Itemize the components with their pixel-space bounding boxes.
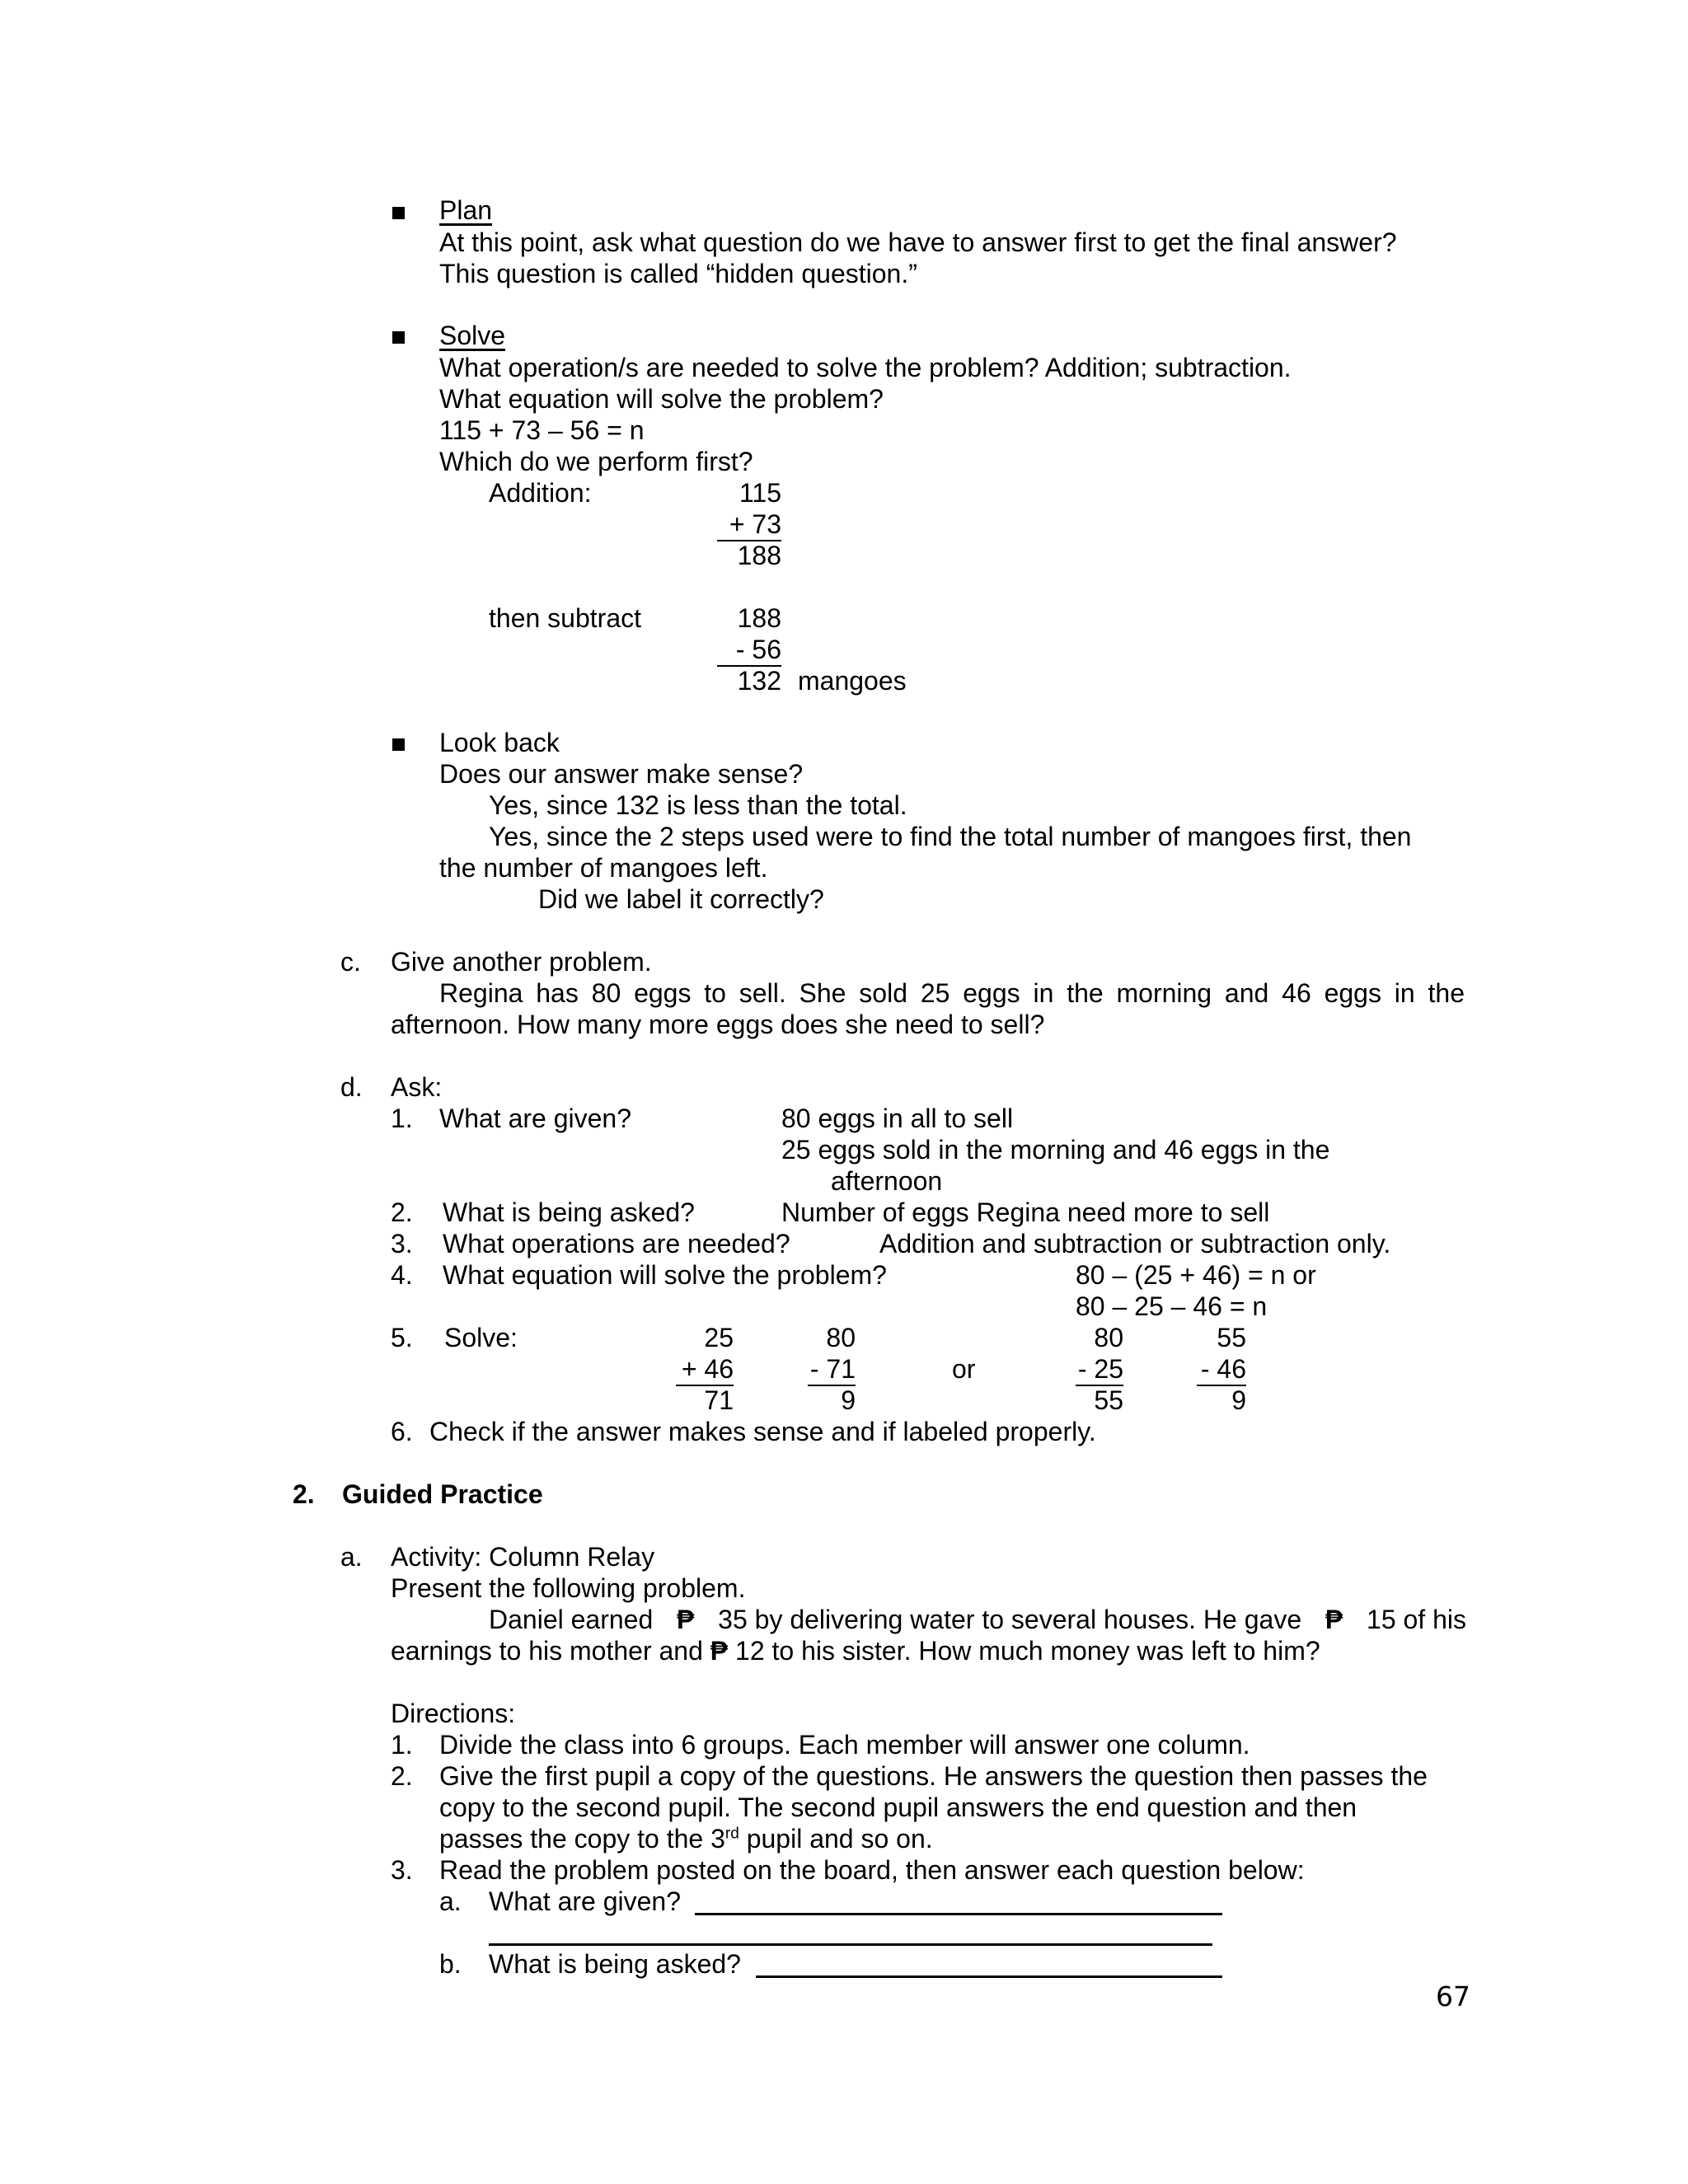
question-4: What equation will solve the problem? (443, 1260, 887, 1290)
calc-3-top: 80 (1094, 1323, 1123, 1352)
direction-2-number: 2. (391, 1761, 413, 1791)
look-back-line-3b: the number of mangoes left. (439, 853, 768, 883)
subtract-top: 188 (737, 603, 781, 633)
question-1: What are given? (439, 1104, 632, 1133)
ordinal-suffix: rd (724, 1825, 739, 1843)
calc-4-top: 55 (1217, 1323, 1246, 1352)
item-d-text: Ask: (391, 1072, 443, 1102)
or-text: or (952, 1354, 976, 1384)
item-c-problem-line-1: Regina has 80 eggs to sell. She sold 25 eggs in the morning and 46 eggs in the (439, 978, 1465, 1008)
problem-text-3: 15 of his (1367, 1605, 1466, 1634)
direction-2-line-3-text: passes the copy to the 3 (439, 1824, 725, 1854)
question-4-number: 4. (391, 1260, 413, 1290)
answer-1-line-3: afternoon (831, 1166, 943, 1196)
solve-line-1: What operation/s are needed to solve the problem? Addition; subtraction. (439, 353, 1292, 382)
section-number: 2. (293, 1479, 315, 1509)
calc-2-result: 9 (841, 1385, 856, 1415)
answer-4-line-1: 80 – (25 + 46) = n or (1076, 1260, 1316, 1290)
peso-icon: ₱ (1325, 1605, 1343, 1634)
peso-icon: ₱ (710, 1636, 729, 1666)
plan-line-1: At this point, ask what question do we have to answer first to get the final answer? (439, 227, 1397, 257)
question-2-number: 2. (391, 1197, 413, 1227)
problem-line-1 (489, 1604, 1466, 1635)
direction-1-number: 1. (391, 1730, 413, 1760)
look-back-line-3a: Yes, since the 2 steps used were to find the total number of mangoes first, then (489, 822, 1412, 851)
answer-1-line-2: 25 eggs sold in the morning and 46 eggs in the (781, 1135, 1330, 1165)
direction-2-line-1: Give the first pupil a copy of the questions. He answers the question then passes the (439, 1761, 1428, 1791)
solve-equation: 115 + 73 – 56 = n (439, 415, 645, 445)
answer-blank-a-1[interactable] (695, 1913, 1222, 1915)
calc-3-bottom: - 25 (1076, 1353, 1123, 1386)
direction-2-line-3 (439, 1823, 933, 1854)
question-3: What operations are needed? (443, 1229, 790, 1258)
plan-line-2: This question is called “hidden question.” (439, 259, 917, 288)
problem-line-2 (391, 1635, 1320, 1666)
sub-question-a: What are given? (489, 1886, 682, 1916)
addition-result: 188 (737, 541, 781, 570)
sub-question-b: What is being asked? (489, 1949, 741, 1979)
direction-2-line-2: copy to the second pupil. The second pupil answers the end question and then (439, 1793, 1357, 1822)
problem-text-2: 35 by delivering water to several houses. He gave (718, 1605, 1302, 1634)
calc-3-result: 55 (1094, 1385, 1123, 1415)
look-back-line-4: Did we label it correctly? (538, 884, 824, 914)
activity-title: Activity: Column Relay (391, 1542, 655, 1572)
answer-3: Addition and subtraction or subtraction only. (879, 1229, 1391, 1258)
answer-blank-b[interactable] (756, 1975, 1222, 1978)
subtract-unit: mangoes (798, 666, 907, 696)
direction-3: Read the problem posted on the board, then answer each question below: (439, 1855, 1305, 1885)
calc-2-top: 80 (826, 1323, 856, 1352)
calc-1-result: 71 (704, 1385, 734, 1415)
question-1-number: 1. (391, 1104, 413, 1133)
answer-1-line-1: 80 eggs in all to sell (781, 1104, 1014, 1133)
direction-2-line-3-end: pupil and so on. (738, 1824, 933, 1854)
answer-2: Number of eggs Regina need more to sell (781, 1197, 1270, 1227)
solve-heading: Solve (439, 321, 506, 350)
solve-line-2: What equation will solve the problem? (439, 384, 884, 414)
bullet-icon (392, 207, 405, 219)
look-back-heading: Look back (439, 728, 560, 757)
peso-icon: ₱ (677, 1605, 695, 1634)
addition-bottom: + 73 (717, 509, 781, 541)
look-back-line-2: Yes, since 132 is less than the total. (489, 790, 907, 820)
look-back-line-1: Does our answer make sense? (439, 759, 804, 789)
page-number: 67 (1436, 1980, 1470, 2013)
answer-blank-a-2[interactable] (489, 1943, 1212, 1946)
problem-text-5: 12 to his sister. How much money was left to him? (735, 1636, 1320, 1666)
calc-4-bottom: - 46 (1197, 1353, 1246, 1386)
directions-label: Directions: (391, 1699, 516, 1728)
question-6-number: 6. (391, 1417, 413, 1446)
plan-heading: Plan (439, 195, 493, 225)
question-2: What is being asked? (443, 1197, 695, 1227)
item-d-marker: d. (340, 1072, 363, 1102)
bullet-icon (392, 331, 405, 344)
item-c-marker: c. (340, 947, 361, 977)
addition-label: Addition: (489, 478, 592, 508)
section-heading: Guided Practice (342, 1479, 543, 1509)
direction-1: Divide the class into 6 groups. Each member will answer one column. (439, 1730, 1250, 1760)
calc-1-bottom: + 46 (676, 1353, 734, 1386)
problem-text-1: Daniel earned (489, 1605, 654, 1634)
present-text: Present the following problem. (391, 1573, 746, 1603)
question-6: Check if the answer makes sense and if labeled properly. (429, 1417, 1096, 1446)
solve-line-3: Which do we perform first? (439, 447, 753, 476)
question-3-number: 3. (391, 1229, 413, 1258)
question-5: Solve: (444, 1323, 518, 1352)
calc-4-result: 9 (1231, 1385, 1246, 1415)
subtract-result: 132 (737, 666, 781, 696)
question-5-number: 5. (391, 1323, 413, 1352)
sub-question-a-marker: a. (439, 1886, 462, 1916)
item-c-problem-line-2: afternoon. How many more eggs does she need to sell? (391, 1010, 1045, 1039)
calc-2-bottom: - 71 (808, 1353, 856, 1386)
sub-question-b-marker: b. (439, 1949, 462, 1979)
direction-3-number: 3. (391, 1855, 413, 1885)
answer-4-line-2: 80 – 25 – 46 = n (1076, 1291, 1268, 1321)
addition-top: 115 (738, 478, 781, 508)
calc-1-top: 25 (704, 1323, 734, 1352)
problem-text-4: earnings to his mother and (391, 1636, 703, 1666)
bullet-icon (392, 738, 405, 751)
subtract-bottom: - 56 (717, 634, 781, 667)
item-c-text: Give another problem. (391, 947, 652, 977)
activity-marker: a. (340, 1542, 363, 1572)
subtract-label: then subtract (489, 603, 641, 633)
